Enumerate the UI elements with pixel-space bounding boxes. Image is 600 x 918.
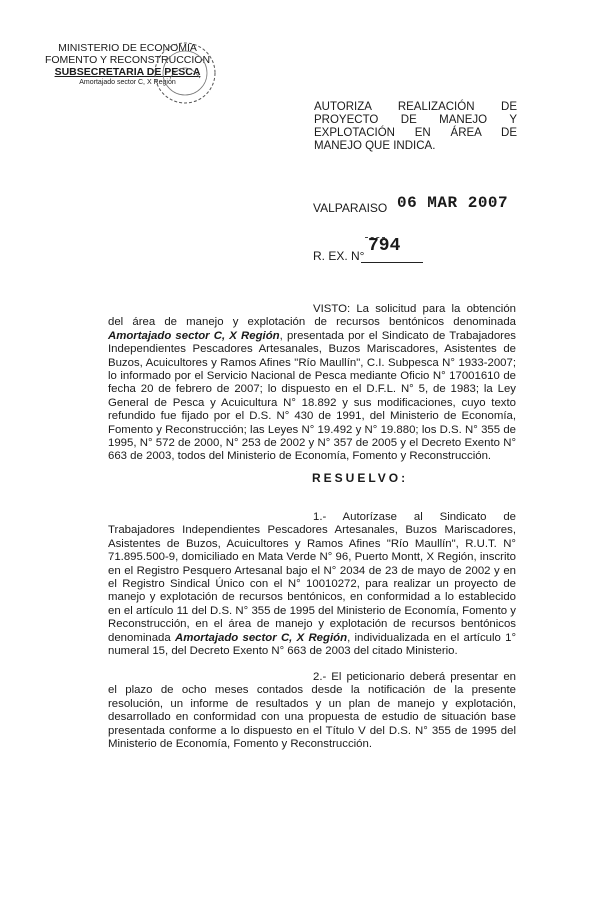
article-1-paragraph [108, 511, 516, 658]
visto-area-name: Amortajado sector C, X Región [108, 329, 280, 342]
article-2-paragraph: 2.- El peticionario deberá presentar en el plazo de ocho meses contados desde la notificación de la presente resolución, un informe de resultados y un plan de manejo y explotación, desarrollado en conformidad con una propuesta de estudio de situación base presentada conforme a lo dispuesto en el Título V del D.S. N° 355 de 1995 del Ministerio de Economía, Fomento y Reconstrucción. [108, 671, 516, 751]
ministry-line: MINISTERIO DE ECONOMIA [58, 42, 197, 54]
visto-paragraph [108, 303, 516, 464]
resolution-number: 794 [368, 236, 401, 256]
subject-heading: AUTORIZA REALIZACIÓN DE PROYECTO DE MANEJO Y EXPLOTACIÓN EN ÁREA DE MANEJO QUE INDICA. [314, 101, 517, 152]
visto-rest: , presentada por el Sindicato de Trabajadores Independientes Pescadores Artesanales, Buzos Mariscadores, Asistentes de Buzos, Acuicultores y Ramos Afines "Río Maullín", C.I. Subpesca N° 1933-2007; lo informado por el Servicio Nacional de Pesca mediante Oficio N° 17001610 de fecha 20 de febrero de 2007; lo dispuesto en el D.F.L. N° 5, de 1983; la Ley General de Pesca y Acuicultura N° 18.892 y sus modificaciones, cuyo texto refundido fue fijado por el D.S. N° 430 de 1991, del Ministerio de Economía, Fomento y Reconstrucción; las Leyes N° 19.492 y N° 19.880; los D.S. N° 355 de 1995, N° 572 de 2000, N° 253 de 2002 y N° 357 de 2005 y el Decreto Exento N° 663 de 2003, todos del Ministerio de Economía, Fomento y Reconstrucción. [108, 329, 516, 463]
resuelvo-heading: RESUELVO: [312, 471, 409, 485]
place-name: VALPARAISO [313, 201, 388, 215]
place-date [313, 194, 543, 218]
resolution-label: R. EX. N° [313, 249, 365, 263]
subsecretaria-line: SUBSECRETARIA DE PESCA [54, 66, 201, 78]
article-1-area-name: Amortajado sector C, X Región [174, 631, 348, 644]
visto-lead: VISTO: La solicitud para la obtención del área de manejo y explotación de recursos bentónicos denominada [108, 303, 516, 329]
resolution-underline [361, 262, 423, 263]
ministry-subline: FOMENTO Y RECONSTRUCCION [44, 54, 211, 66]
date-stamp: 06 MAR 2007 [397, 194, 509, 212]
resolution-number-line [313, 236, 433, 264]
sector-note: Amortajado sector C, X Región [79, 79, 176, 86]
article-1-lead: 1.- Autorízase al Sindicato de Trabajadores Independientes Pescadores Artesanales, Buzos Mariscadores, Asistentes de Buzos, Acuicultores y Ramos Afines "Río Maullín", R.U.T. N° 71.895.500-9, domiciliado en Mata Verde N° 96, Puerto Montt, X Región, inscrito en el Registro Pesquero Artesanal bajo el N° 2034 de 23 de mayo de 2002 y en el Registro Sindical Único con el N° 10010272, para realizar un proyecto de manejo y explotación de recursos bentónicos, en conformidad a lo establecido en el artículo 11 del D.S. N° 355 de 1995 del Ministerio de Economía, Fomento y Reconstrucción, en el área de manejo y explotación de recursos bentónicos denominada [108, 511, 516, 644]
seal-stamp [150, 38, 220, 108]
article-1-rest: , individualizada en el artículo 1° numeral 15, del Decreto Exento N° 663 de 2003 del citado Ministerio. [108, 631, 516, 658]
